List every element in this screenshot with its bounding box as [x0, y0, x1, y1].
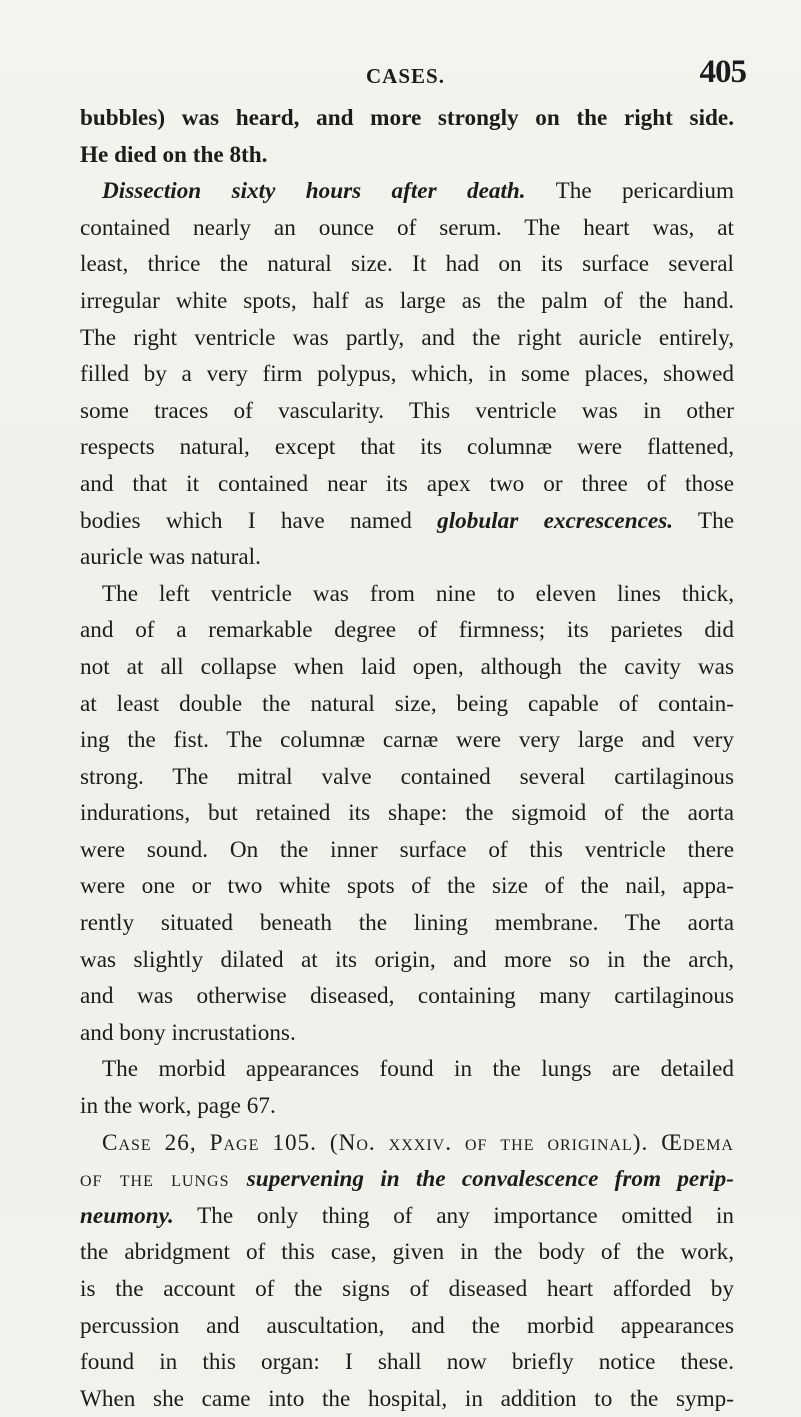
page-number: 405 — [699, 54, 746, 90]
text-segment: in the work, page 67. — [80, 1093, 276, 1120]
text-segment: found in this organ: I shall now briefly notice these. — [80, 1349, 734, 1376]
text-line — [80, 173, 734, 210]
text-line — [80, 832, 734, 869]
text-segment: were one or two white spots of the size of the nail, appa- — [80, 873, 734, 900]
text-line — [80, 503, 734, 540]
text-segment: The pericardium — [525, 178, 735, 205]
body-text — [80, 100, 734, 1417]
text-segment: The — [673, 507, 734, 534]
text-segment: supervening in the convalescence from perip- — [246, 1166, 734, 1193]
text-segment: percussion and auscultation, and the morbid appearances — [80, 1312, 734, 1339]
text-line — [80, 210, 734, 247]
text-segment: He died on the 8th. — [80, 141, 268, 168]
text-line — [80, 356, 734, 393]
text-line — [80, 1198, 734, 1235]
text-segment: bodies which I have named — [80, 507, 438, 534]
text-line — [80, 868, 734, 905]
text-line — [80, 100, 734, 137]
text-line — [80, 1161, 734, 1198]
text-line — [80, 612, 734, 649]
text-segment: When she came into the hospital, in addition to the symp- — [80, 1385, 734, 1412]
text-segment: strong. The mitral valve contained several cartilaginous — [80, 763, 734, 790]
text-line — [80, 1344, 734, 1381]
text-segment: The right ventricle was partly, and the right auricle entirely, — [80, 324, 734, 351]
text-line — [80, 246, 734, 283]
text-line — [80, 1088, 734, 1125]
text-line — [80, 576, 734, 613]
text-segment: globular excrescences. — [437, 507, 674, 534]
text-segment: neumony. — [80, 1202, 174, 1229]
text-line — [80, 1381, 734, 1417]
page-header — [366, 50, 746, 90]
text-line — [80, 795, 734, 832]
text-line — [80, 1051, 734, 1088]
text-segment: ing the fist. The columnæ carnæ were very large and very — [80, 727, 734, 754]
text-segment: Case 26, Page 105. (No. xxxiv. of the original). Œdema — [102, 1129, 734, 1156]
text-line — [80, 1271, 734, 1308]
text-segment: some traces of vascularity. This ventricle was in other — [80, 397, 734, 424]
text-line — [80, 393, 734, 430]
text-line — [80, 1308, 734, 1345]
text-segment: is the account of the signs of diseased heart afforded by — [80, 1276, 734, 1302]
text-line — [80, 1125, 734, 1162]
text-line — [80, 137, 734, 174]
text-segment: and of a remarkable degree of firmness; its parietes did — [80, 617, 734, 644]
text-segment: Dissection sixty hours after death. — [102, 178, 526, 205]
text-line — [80, 686, 734, 723]
text-segment: were sound. On the inner surface of this ventricle there — [80, 836, 734, 863]
text-line — [80, 539, 734, 576]
text-segment: and bony incrustations. — [80, 1019, 296, 1046]
text-line — [80, 649, 734, 686]
text-segment: respects natural, except that its columnæ were flattened, — [80, 434, 734, 461]
text-segment: filled by a very firm polypus, which, in some places, showed — [80, 361, 734, 388]
text-segment: was slightly dilated at its origin, and more so in the arch, — [80, 946, 734, 973]
text-line — [80, 429, 734, 466]
text-segment: bubbles) was heard, and more strongly on the right side. — [80, 105, 734, 131]
text-line — [80, 320, 734, 357]
text-segment: not at all collapse when laid open, although the cavity was — [80, 653, 734, 680]
text-segment: rently situated beneath the lining membrane. The aorta — [80, 910, 734, 937]
text-line — [80, 283, 734, 320]
text-segment: least, thrice the natural size. It had on its surface several — [80, 251, 734, 278]
text-segment: and was otherwise diseased, containing many cartilaginous — [80, 983, 734, 1010]
text-segment: of the lungs — [80, 1166, 247, 1193]
text-segment: and that it contained near its apex two or three of those — [80, 470, 734, 497]
text-line — [80, 905, 734, 942]
text-line — [80, 1234, 734, 1271]
text-line — [80, 722, 734, 759]
text-segment: at least double the natural size, being capable of contain- — [80, 690, 734, 717]
text-line — [80, 759, 734, 796]
text-line — [80, 1015, 734, 1052]
text-segment: indurations, but retained its shape: the sigmoid of the aorta — [80, 800, 734, 827]
text-line — [80, 942, 734, 979]
text-segment: The morbid appearances found in the lungs are detailed — [102, 1056, 734, 1083]
running-title: CASES. — [366, 64, 445, 88]
text-segment: the abridgment of this case, given in the body of the work, — [80, 1239, 734, 1266]
text-segment: contained nearly an ounce of serum. The heart was, at — [80, 214, 734, 241]
text-segment: The only thing of any importance omitted in — [173, 1202, 734, 1229]
text-segment: auricle was natural. — [80, 544, 261, 571]
text-segment: irregular white spots, half as large as the palm of the hand. — [80, 287, 734, 314]
text-line — [80, 466, 734, 503]
text-segment: The left ventricle was from nine to eleven lines thick, — [102, 580, 734, 607]
text-line — [80, 978, 734, 1015]
